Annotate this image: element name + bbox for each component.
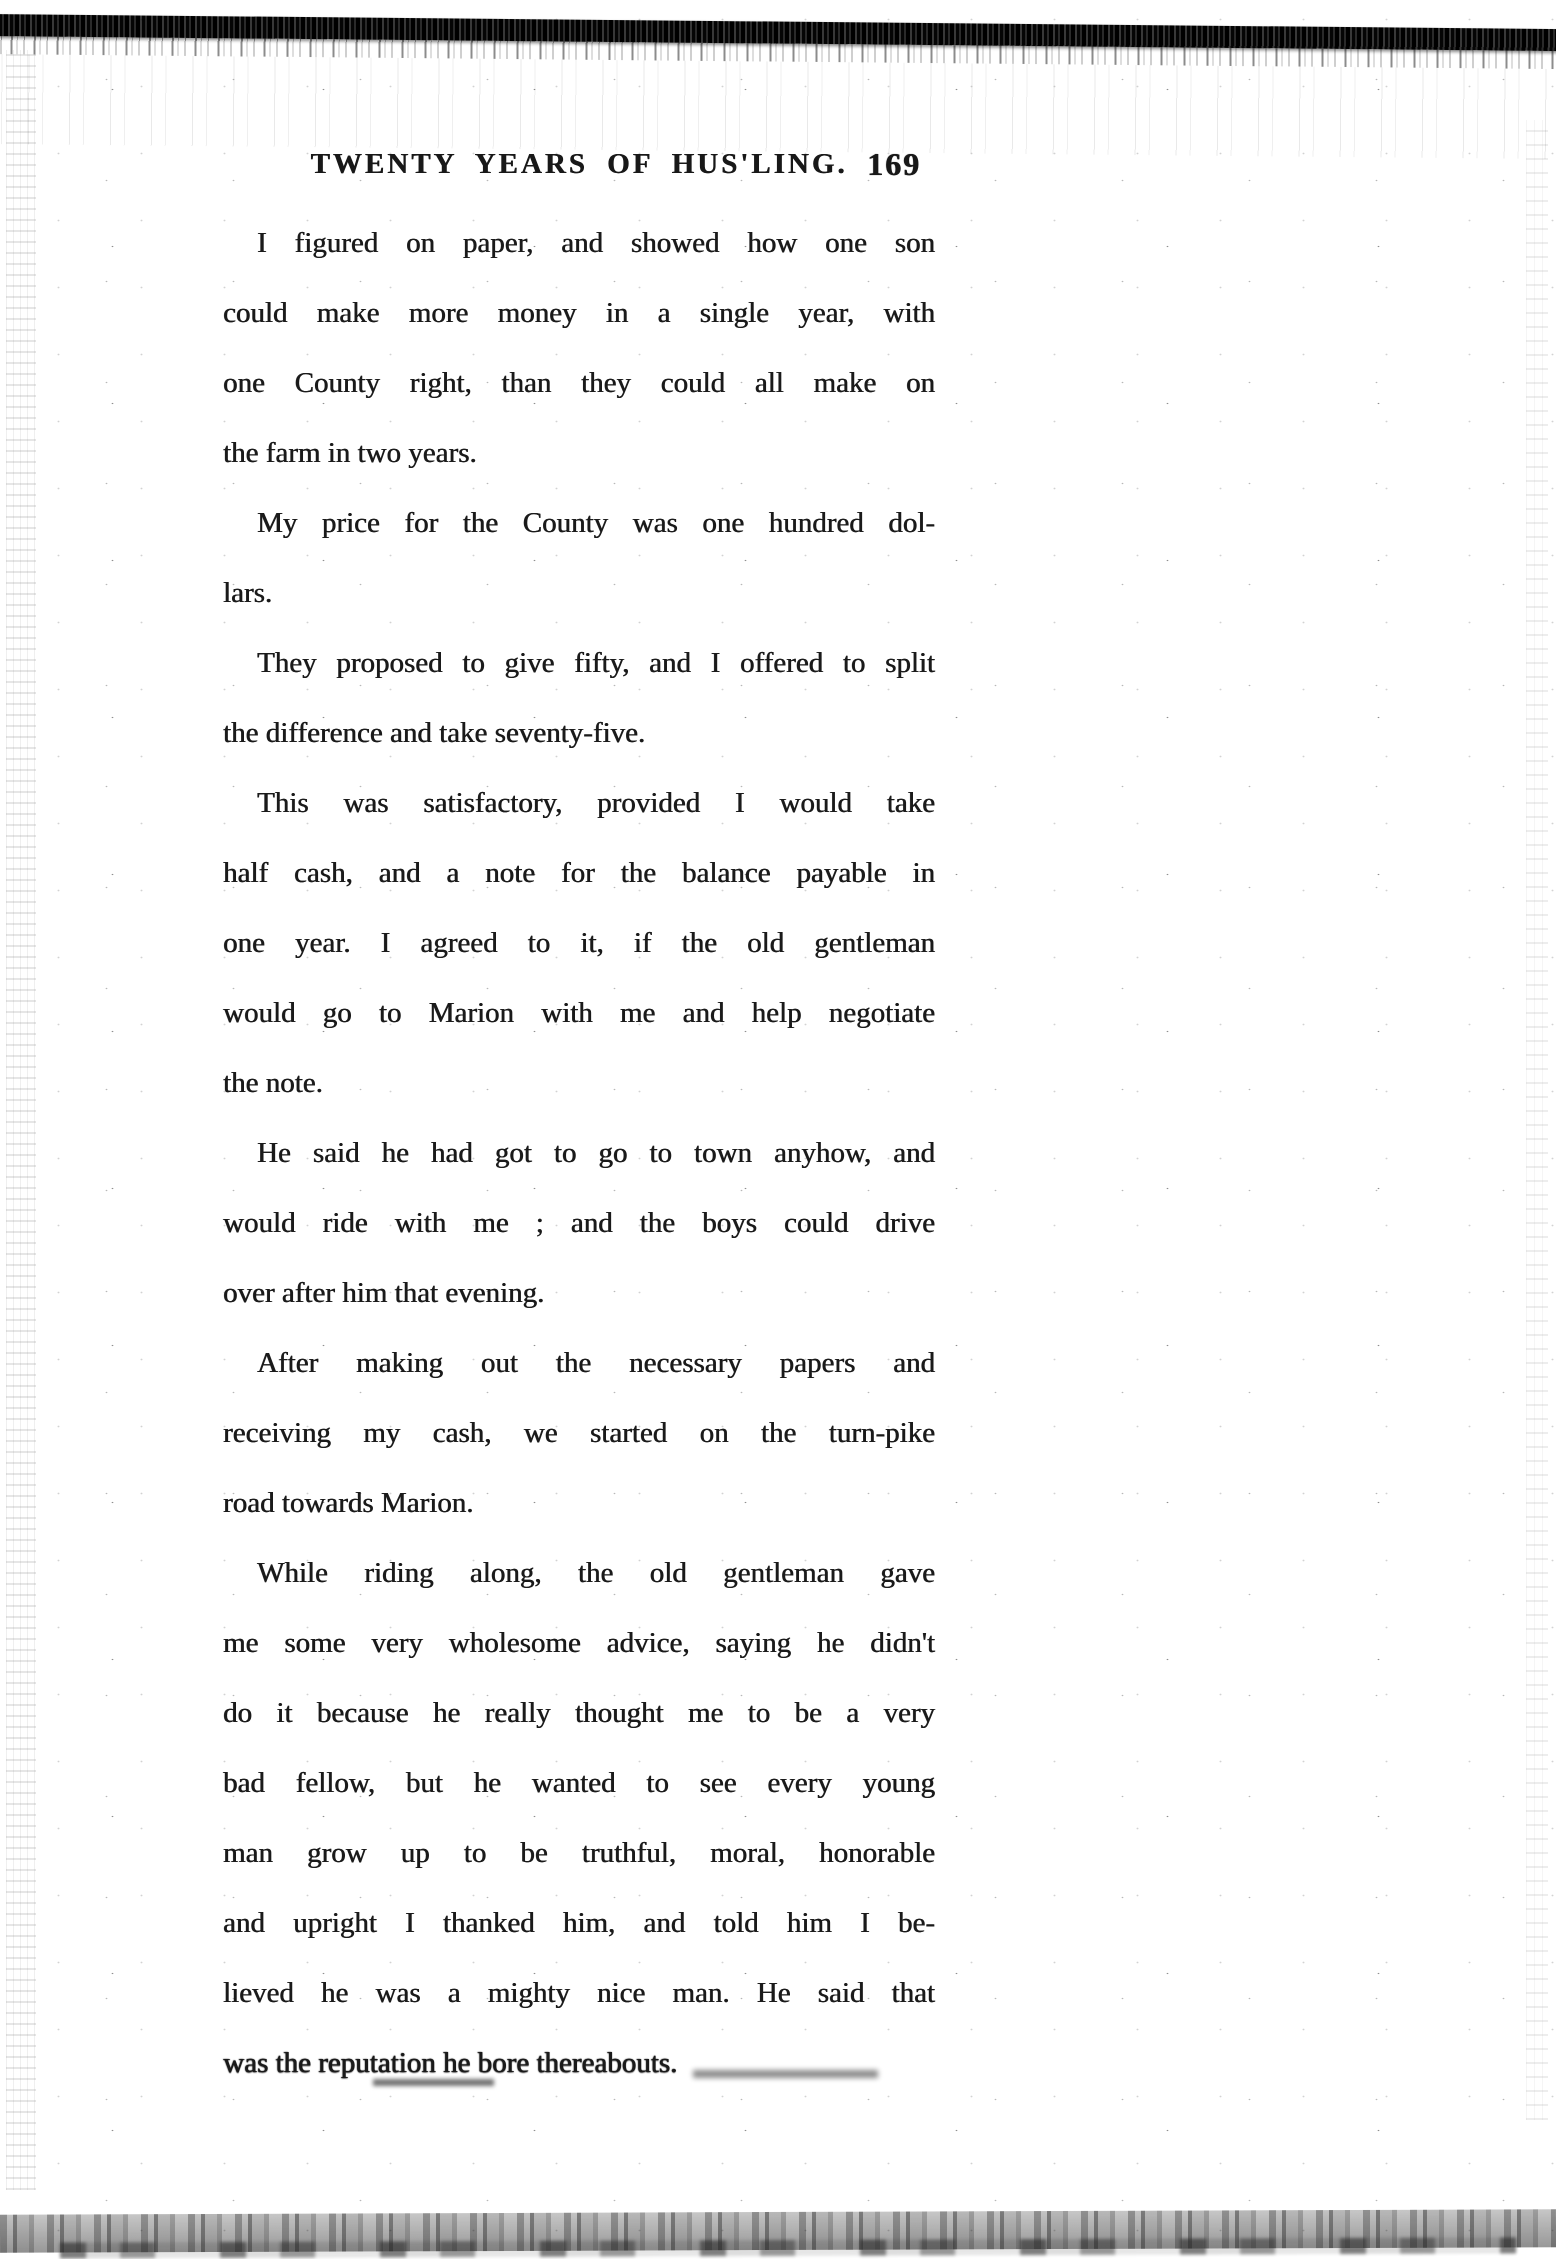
scan-artifact-top-edge [0,14,1556,51]
paragraph [223,628,935,768]
text-line: bad fellow, but he wanted to see every young [223,1767,935,1799]
text-line: While riding along, the old gentleman gave [257,1557,935,1589]
text-line: road towards Marion. [223,1487,474,1519]
text-line: the difference and take seventy-five. [223,717,646,749]
page-title: TWENTY YEARS OF HUS'LING. [310,148,848,180]
text-line: one County right, than they could all make on [223,367,935,399]
text-line: the farm in two years. [223,437,477,469]
text-line: This was satisfactory, provided I would take [257,787,935,819]
text-line: could make more money in a single year, with [223,297,935,329]
text-line: man grow up to be truthful, moral, honorable [223,1837,935,1869]
paragraph [223,1538,935,2098]
text-line: one year. I agreed to it, if the old gentleman [223,927,935,959]
text-line: He said he had got to go to town anyhow, and [257,1137,935,1169]
text-line: over after him that evening. [223,1277,545,1309]
text-line: would ride with me ; and the boys could drive [223,1207,935,1239]
paragraph [223,768,935,1118]
paragraph [223,1118,935,1328]
text-line: They proposed to give fifty, and I offered to split [257,647,935,679]
scan-artifact-left-edge [6,50,36,2190]
text-line: the note. [223,1067,323,1099]
text-line: would go to Marion with me and help negotiate [223,997,935,1029]
text-line: After making out the necessary papers and [257,1347,935,1379]
text-line: receiving my cash, we started on the turn-pike [223,1417,935,1449]
page-number: 169 [867,146,921,182]
paragraph [223,208,935,488]
text-line: half cash, and a note for the balance payable in [223,857,935,889]
text-line: do it because he really thought me to be a very [223,1697,935,1729]
text-line: lars. [223,577,273,609]
text-line: me some very wholesome advice, saying he didn't [223,1627,935,1659]
paragraph [223,488,935,628]
running-head [223,148,935,188]
paragraph [223,1328,935,1538]
text-line: was the reputation he bore thereabouts. [223,2028,935,2098]
text-line: lieved he was a mighty nice man. He said that [223,1977,935,2009]
text-line: My price for the County was one hundred dol- [257,507,935,539]
scan-artifact-right-edge [1526,120,1548,2120]
scan-artifact-bottom-edge [0,2209,1556,2252]
text-line: I figured on paper, and showed how one son [257,227,935,259]
text-line: and upright I thanked him, and told him I be- [223,1907,935,1939]
body-text [223,208,935,2098]
